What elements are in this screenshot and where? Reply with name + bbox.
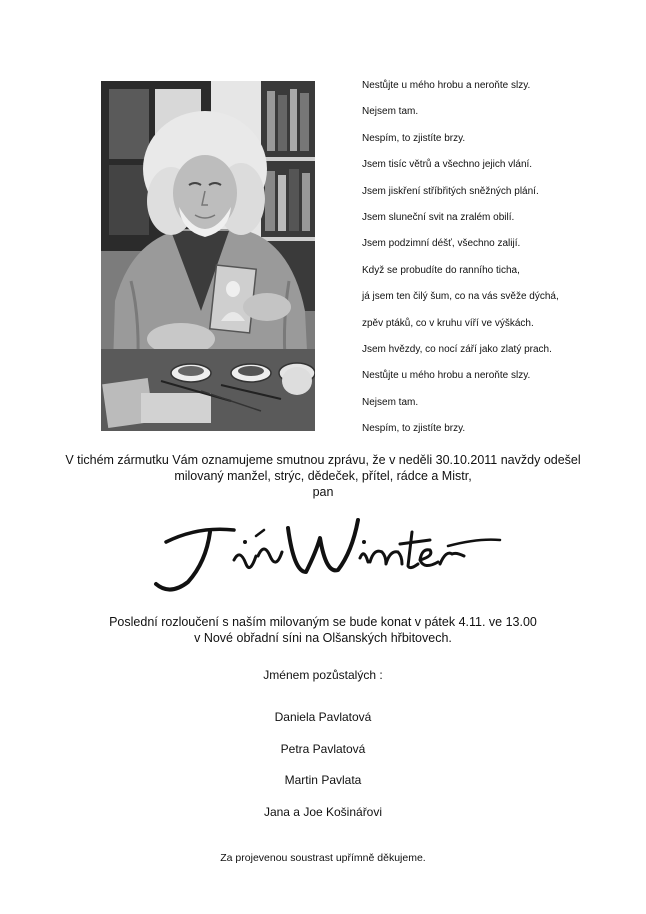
poem-line: Nestůjte u mého hrobu a neroňte slzy. (362, 370, 531, 382)
announcement (40, 452, 606, 500)
mourner-name: Martin Pavlata (284, 773, 362, 787)
poem-line: Nejsem tam. (362, 396, 419, 408)
signature (148, 512, 508, 596)
mourner-name: Petra Pavlatová (280, 741, 366, 756)
announcement-line: pan (312, 485, 334, 499)
poem-line: Jsem hvězdy, co nocí září jako zlatý prach. (362, 343, 552, 355)
portrait-photo (101, 81, 315, 431)
farewell-info (40, 614, 606, 646)
poem-line: Když se probudíte do ranního ticha, (362, 264, 520, 276)
poem-line: Jsem jiskření stříbřitých sněžných plání. (362, 185, 539, 197)
poem-line: Nespím, to zjistíte brzy. (362, 132, 466, 144)
announcement-line: milovaný manžel, strýc, dědeček, přítel, rádce a Mistr, (174, 469, 472, 483)
poem-line: Nestůjte u mého hrobu a neroňte slzy. (362, 80, 531, 91)
thanks-note: Za projevenou soustrast upřímně děkujeme. (220, 852, 426, 864)
portrait-illustration (101, 81, 315, 431)
mourner-name: Jana a Joe Košinářovi (263, 804, 383, 819)
poem-line: já jsem ten čilý šum, co na vás svěže dýchá, (362, 291, 559, 303)
mourners-list (40, 710, 606, 836)
farewell-line: Poslední rozloučení s naším milovaným se bude konat v pátek 4.11. ve 13.00 (109, 615, 537, 629)
poem-line: Nespím, to zjistíte brzy. (362, 423, 466, 435)
farewell-line: v Nové obřadní síni na Olšanských hřbitovech. (194, 631, 452, 645)
poem-line: Jsem sluneční svit na zralém obilí. (362, 211, 515, 223)
mourner-name: Daniela Pavlatová (274, 710, 372, 724)
on-behalf-heading: Jménem pozůstalých : (263, 668, 383, 682)
poem (362, 80, 632, 449)
poem-line: zpěv ptáků, co v kruhu víří ve výškách. (362, 317, 534, 329)
poem-line: Nejsem tam. (362, 106, 419, 118)
poem-line: Jsem podzimní déšť, všechno zalijí. (362, 238, 521, 250)
announcement-line: V tichém zármutku Vám oznamujeme smutnou zprávu, že v neděli 30.10.2011 navždy odešel (65, 453, 581, 467)
poem-line: Jsem tisíc větrů a všechno jejich vlání. (362, 159, 533, 171)
